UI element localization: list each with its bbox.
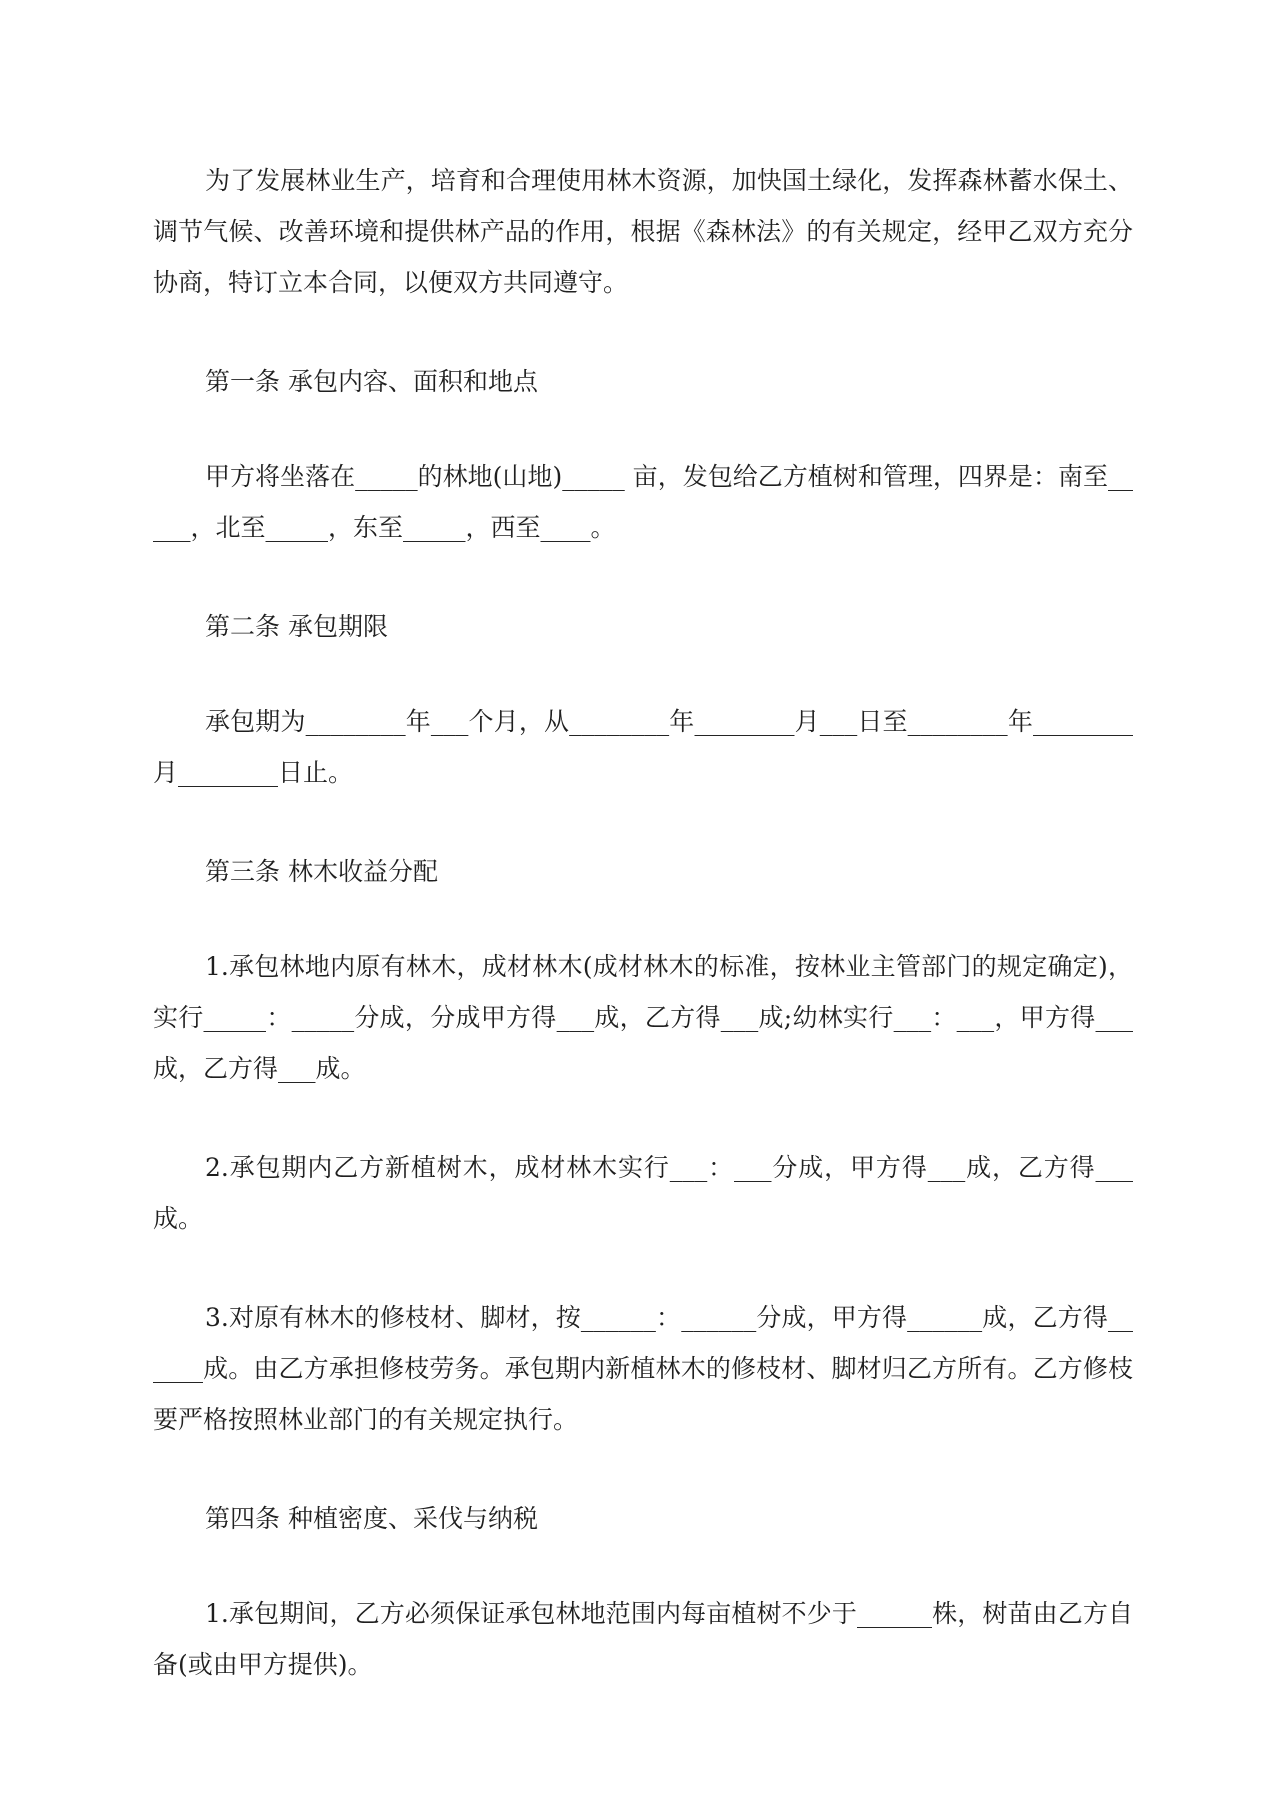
article-2-text: 承包期为________年___个月，从________年________月___日至________年________月________日止。 (153, 707, 1133, 787)
intro-paragraph: 为了发展林业生产，培育和合理使用林木资源，加快国土绿化，发挥森林蓄水保土、调节气候、改善环境和提供林产品的作用，根据《森林法》的有关规定，经甲乙双方充分协商，特订立本合同，以便双方共同遵守。 (153, 166, 1133, 297)
contract-body (153, 155, 1133, 1690)
article-4-item-1: 1.承包期间，乙方必须保证承包林地范围内每亩植树不少于______株，树苗由乙方自备(或由甲方提供)。 (153, 1599, 1133, 1679)
article-3-item-3: 3.对原有林木的修枝材、脚材，按______：______分成，甲方得______成，乙方得______成。由乙方承担修枝劳务。承包期内新植林木的修枝材、脚材归乙方所有。乙方修枝要严格按照林业部门的有关规定执行。 (153, 1303, 1133, 1434)
article-1-title: 第一条 承包内容、面积和地点 (205, 367, 538, 396)
article-4-title: 第四条 种植密度、采伐与纳税 (205, 1504, 538, 1533)
article-3-item-1: 1.承包林地内原有林木，成材林木(成材林木的标准，按林业主管部门的规定确定)，实行_____：_____分成，分成甲方得___成，乙方得___成;幼林实行___：___，甲方得___成，乙方得___成。 (153, 952, 1133, 1083)
article-3-title: 第三条 林木收益分配 (205, 857, 438, 886)
article-3-item-2: 2.承包期内乙方新植树木，成材林木实行___：___分成，甲方得___成，乙方得___成。 (153, 1153, 1133, 1233)
article-2-title: 第二条 承包期限 (205, 612, 388, 641)
article-1-text: 甲方将坐落在_____的林地(山地)_____ 亩，发包给乙方植树和管理，四界是：南至_____，北至_____，东至_____，西至____。 (153, 462, 1133, 542)
